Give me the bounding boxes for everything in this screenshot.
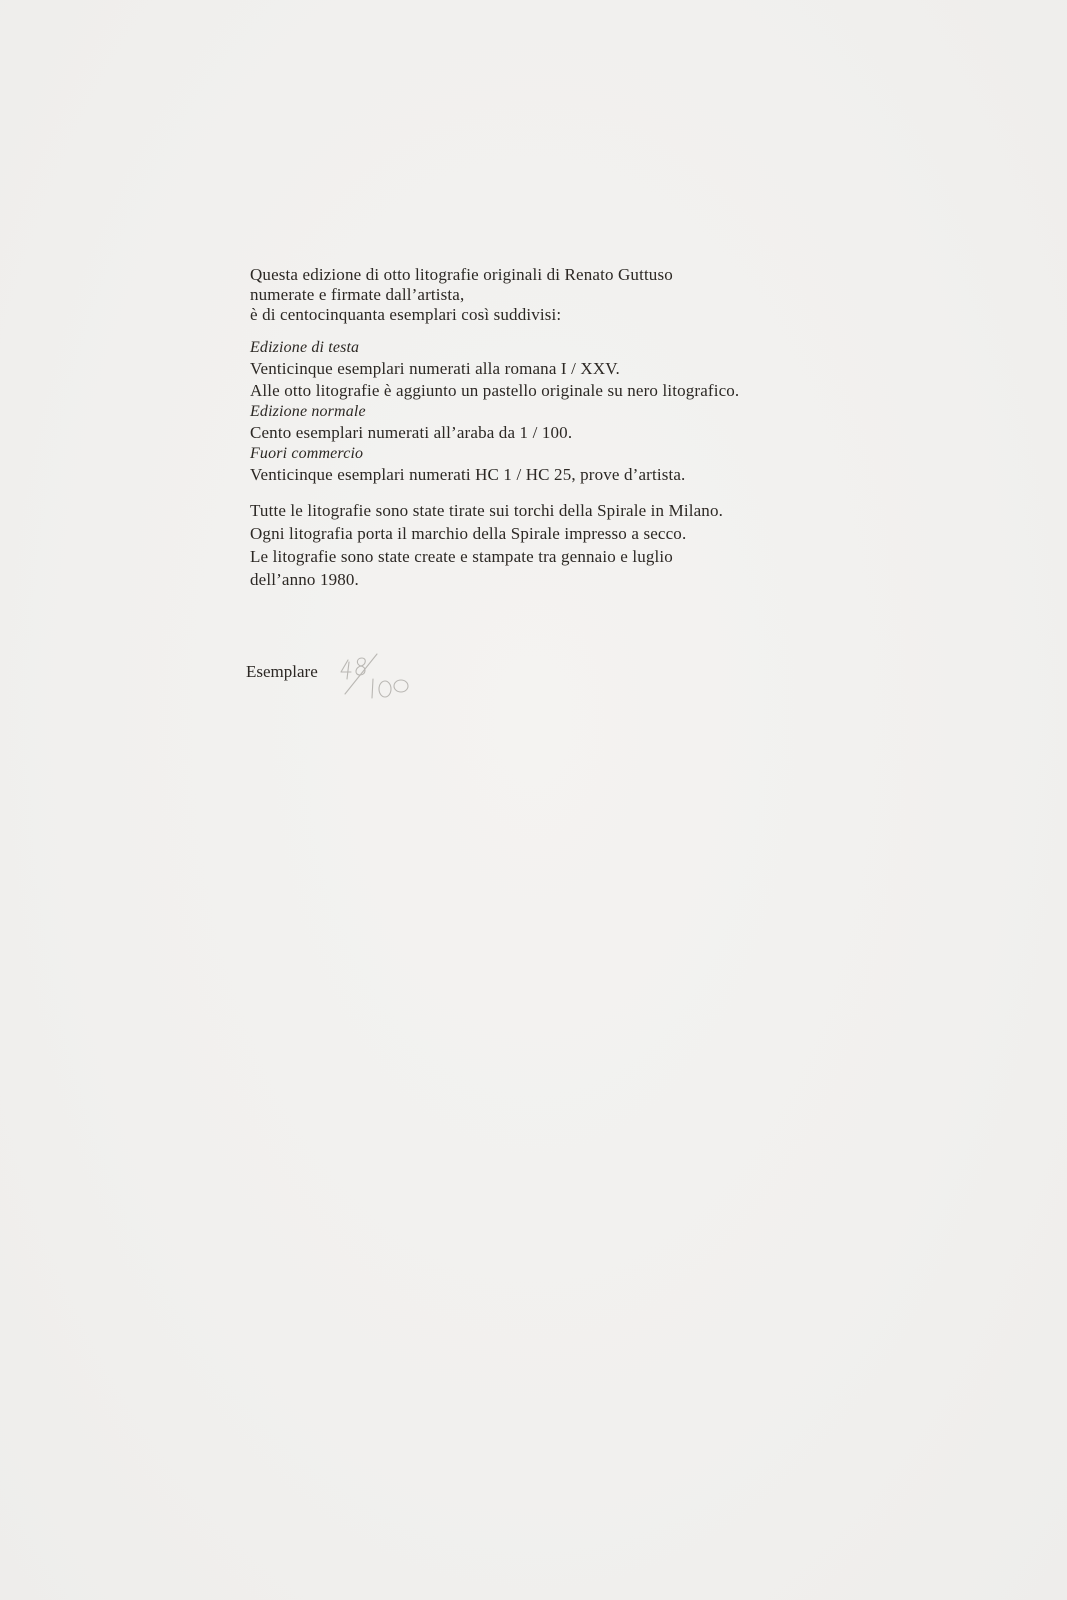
- edition-heading-fuori-commercio: Fuori commercio: [250, 445, 364, 462]
- edition-testa-line-1: Venticinque esemplari numerati alla romana I / XXV.: [250, 359, 620, 378]
- pencil-digit-4-stroke-b: [347, 662, 349, 679]
- edition-heading-testa: Edizione di testa: [250, 339, 360, 356]
- edition-testa-line-2: Alle otto litografie è aggiunto un pastello originale su nero litografico.: [250, 381, 740, 400]
- handwritten-copy-number: [340, 652, 420, 712]
- colophon-text: [250, 265, 850, 591]
- closing-line-1: Tutte le litografie sono state tirate sui torchi della Spirale in Milano.: [250, 501, 724, 520]
- closing-line-3: Le litografie sono state create e stampate tra gennaio e luglio: [250, 547, 673, 566]
- closing-paragraph: [250, 499, 850, 591]
- intro-line-1: Questa edizione di otto litografie originali di Renato Guttuso: [250, 265, 673, 284]
- pencil-digit-0-b: [394, 680, 408, 692]
- intro-line-3: è di centocinquanta esemplari così suddivisi:: [250, 305, 562, 324]
- pencil-digit-8: [356, 658, 365, 675]
- esemplare-label: Esemplare: [246, 662, 318, 681]
- closing-line-2: Ogni litografia porta il marchio della Spirale impresso a secco.: [250, 524, 687, 543]
- pencil-digit-0-a: [379, 681, 391, 697]
- edition-normale-line-1: Cento esemplari numerati all’araba da 1 / 100.: [250, 423, 573, 442]
- edition-fuori-commercio-line-1: Venticinque esemplari numerati HC 1 / HC 25, prove d’artista.: [250, 465, 686, 484]
- edition-heading-normale: Edizione normale: [250, 403, 366, 420]
- closing-line-4: dell’anno 1980.: [250, 570, 359, 589]
- pencil-digit-1: [372, 679, 373, 698]
- intro-line-2: numerate e firmate dall’artista,: [250, 285, 465, 304]
